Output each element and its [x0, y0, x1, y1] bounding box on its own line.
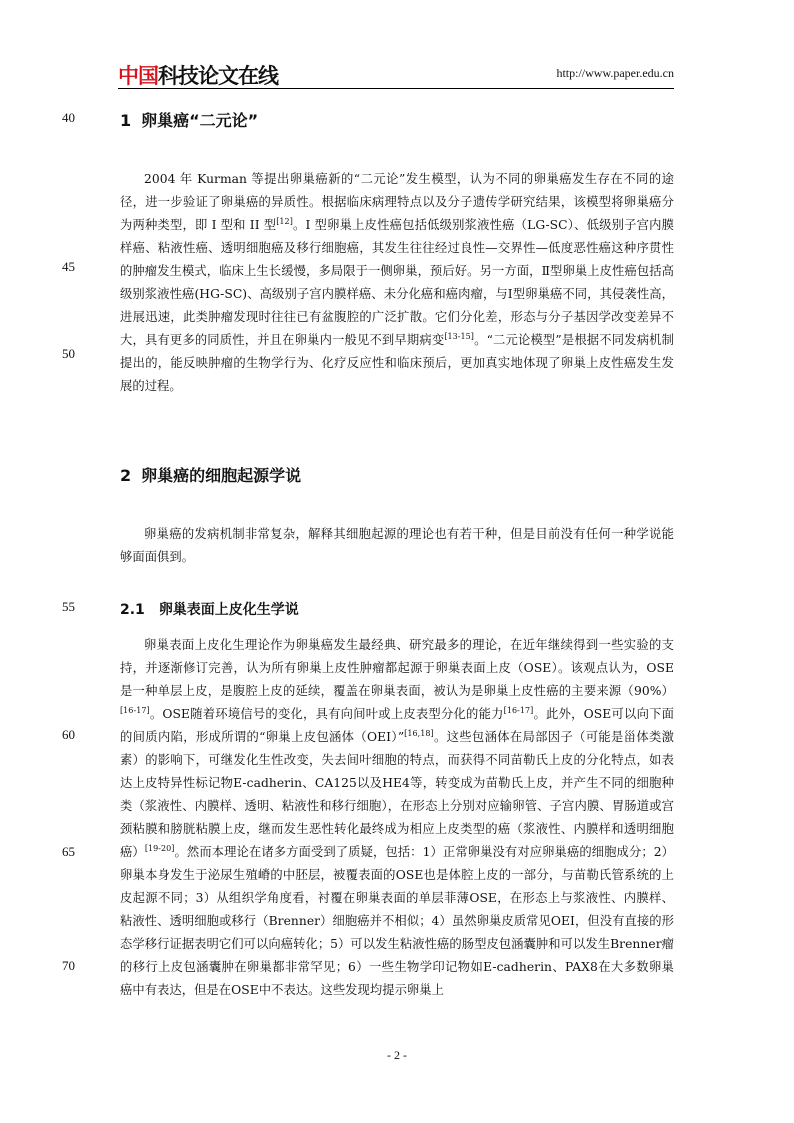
- text-run: 。“二元论模型”是根据不同发病机制提出的，能反映肿瘤的生物学行为、化疗反应性和临床预后，更加真实地体现了卵巢上皮性癌发生发展的过程。: [120, 333, 674, 393]
- section-number: 2: [120, 466, 132, 485]
- text-run: 卵巢表面上皮化生理论作为卵巢癌发生最经典、研究最多的理论，在近年继续得到一些实验的支持，并逐渐修订完善，认为所有卵巢上皮性肿瘤都起源于卵巢表面上皮（OSE）。该观点认为，OSE是一种单层上皮，是腹腔上皮的延续，覆盖在卵巢表面，被认为是卵巢上皮性癌的主要来源（90%）: [120, 638, 674, 698]
- line-number: 50: [62, 346, 75, 361]
- section2-paragraph: 卵巢癌的发病机制非常复杂，解释其细胞起源的理论也有若干种，但是目前没有任何一种学说能够面面俱到。: [120, 527, 674, 564]
- header-url[interactable]: http://www.paper.edu.cn: [556, 66, 674, 80]
- section-title: 卵巢癌的细胞起源学说: [141, 466, 302, 485]
- section-heading-2: [120, 463, 301, 486]
- text-run: 2004 年 Kurman 等提出卵巢癌新的“二元论”发生模型，认为不同的卵巢癌发生存在不同的途径，进一步验证了卵巢癌的异质性。根据临床病理特点以及分子遗传学研究结果，该模型将卵巢癌分为两种类型，即 I 型和 II 型: [120, 172, 674, 232]
- section-heading-1: [120, 108, 258, 131]
- citation[interactable]: [16-17]: [503, 705, 534, 715]
- text-run: 。这些包涵体在局部因子（可能是甾体类激素）的影响下，可继发化生性改变，失去间叶细胞的特点，而获得不同苗勒氏上皮的分化特点，如表达上皮特异性标记物E-cadherin、CA125以及HE4等，转变成为苗勒氏上皮，并产生不同的细胞种类（浆液性、内膜样、透明、粘液性和移行细胞），在形态上分别对应输卵管、子宫内膜、胃肠道或宫颈粘膜和膀胱粘膜上皮，继而发生恶性转化最终成为相应上皮类型的癌（浆液性、内膜样和透明细胞癌）: [120, 730, 674, 859]
- section1-paragraph: [120, 168, 674, 398]
- citation[interactable]: [19-20]: [144, 843, 175, 853]
- line-number: 45: [62, 259, 75, 274]
- logo-black-part: 科技论文在线: [158, 64, 278, 88]
- citation[interactable]: [13-15]: [444, 331, 474, 341]
- journal-logo: [118, 60, 278, 90]
- text-run: 。I 型卵巢上皮性癌包括低级别浆液性癌（LG-SC）、低级别子宫内膜样癌、粘液性癌、透明细胞癌及移行细胞癌，其发生往往经过良性—交界性—低度恶性癌这种序贯性的肿瘤发生模式，临床上生长缓慢，多局限于一侧卵巢，预后好。另一方面，Ⅱ型卵巢上皮性癌包括高级别浆液性癌(HG-SC)、高级别子宫内膜样癌、未分化癌和癌肉瘤，与Ⅰ型卵巢癌不同，其侵袭性高，进展迅速，此类肿瘤发现时往往已有盆腹腔的广泛扩散。它们分化差，形态与分子基因学改变差异不大，具有更多的同质性，并且在卵巢内一般见不到早期病变: [120, 218, 674, 347]
- subsection-heading-2-1: [120, 599, 299, 619]
- section-number: 2.1: [120, 602, 145, 618]
- line-number: 55: [62, 599, 75, 614]
- citation[interactable]: [16,18]: [404, 728, 434, 738]
- line-number: 70: [62, 958, 75, 973]
- citation[interactable]: [12]: [276, 216, 293, 226]
- section-title: 卵巢癌“二元论”: [141, 111, 259, 130]
- text-run: 。此外，OSE可以向下面的间质内陷，形成所谓的“卵巢上皮包涵体（OEI）”: [120, 707, 674, 744]
- citation[interactable]: [16-17]: [120, 705, 150, 715]
- text-run: 。OSE随着环境信号的变化，具有向间叶或上皮表型分化的能力: [149, 707, 504, 721]
- section-title: 卵巢表面上皮化生学说: [158, 602, 299, 618]
- line-number: 60: [62, 727, 75, 742]
- line-number: 40: [62, 110, 75, 125]
- text-run: 。然而本理论在诸多方面受到了质疑，包括：1）正常卵巢没有对应卵巢癌的细胞成分；2）卵巢本身发生于泌尿生殖嵴的中胚层，被覆表面的OSE也是体腔上皮的一部分，与苗勒氏管系统的上皮起源不同；3）从组织学角度看，衬覆在卵巢表面的单层菲薄OSE，在形态上与浆液性、内膜样、粘液性、透明细胞或移行（Brenner）细胞癌并不相似；4）虽然卵巢皮质常见OEI，但没有直接的形态学移行证据表明它们可以向癌转化；5）可以发生粘液性癌的肠型皮包涵囊肿和可以发生Brenner瘤的移行上皮包涵囊肿在卵巢都非常罕见；6）一些生物学印记物如E-cadherin、PAX8在大多数卵巢癌中有表达，但是在OSE中不表达。这些发现均提示卵巢上: [120, 845, 674, 997]
- section2-1-paragraph: [120, 634, 674, 1002]
- logo-red-part: 中国: [118, 64, 158, 88]
- page-number: - 2 -: [387, 1048, 407, 1062]
- page-header: [118, 58, 674, 89]
- line-number: 65: [62, 844, 75, 859]
- section-number: 1: [120, 111, 132, 130]
